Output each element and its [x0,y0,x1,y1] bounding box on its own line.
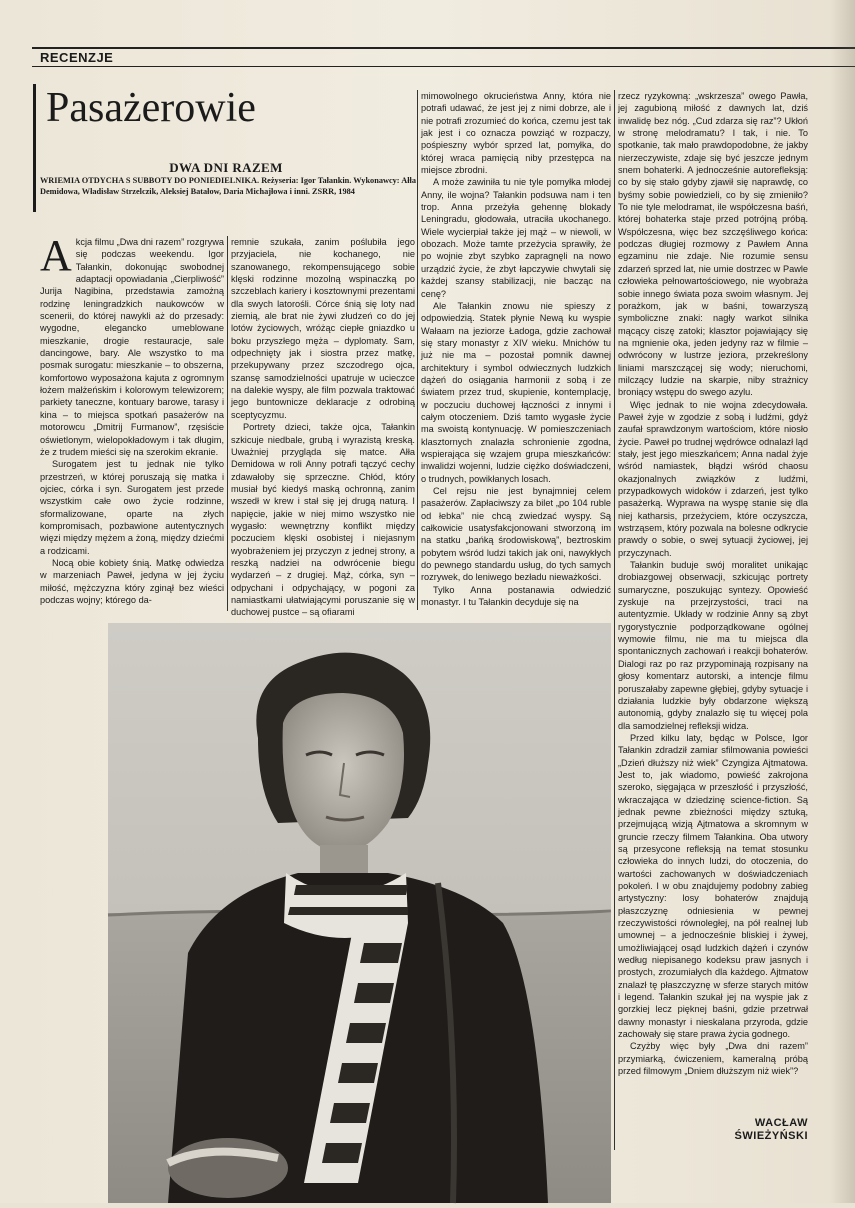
film-title: DWA DNI RAZEM [169,160,283,175]
film-credits: WRIEMIA OTDYCHA S SUBBOTY DO PONIEDIELNIKA. Reżyseria: Igor Tałankin. Wykonawcy: Ałła Demidowa, Władisław Strzelczik, Aleksiej Batałow, Daria Michajłowa i inni. ZSRR, 1984 [40,176,416,196]
paragraph: mimowolnego okrucieństwa Anny, która nie potrafi udawać, że jest jej z nimi dobrze, ale i nie potrafi zrozumieć do końca, czemu jest tak jak jest i co oznacza powziąć w rozpaczy, pośpieszny wybór sprzed lat, pomyłka, do której wraca pamięcią niby przestępca na miejsce zbrodni. [421,91,611,176]
paragraph: Czyżby więc były „Dwa dni razem” przymiarką, ćwiczeniem, kameralną próbą przed filmowym „Dniem dłuższym niż wiek”? [618,1041,808,1077]
paragraph: Ale Tałankin znowu nie spieszy z odpowiedzią. Statek płynie Newą ku wyspie Wałaam na jeziorze Ładoga, gdzie zachował się stary monastyr z XIV wieku. Mnichów tu już nie ma – pozostał pomnik dawnej architektury i symbol odwiecznych ludzkich dążeń do osiągania harmonii z sobą i ze światem przez trud, skupienie, kontemplację, w poczuciu duchowej łączności z innymi i całym otoczeniem. Dziś tamto wygasłe życie ma swoistą kontynuację. W pomieszczeniach klasztornych znalazła schronienie zgodna, wspierająca się wzajem grupa mieszkańców: inwalidzi wojenni, ludzie ciężko doświadczeni, o trudnych, powikłanych losach. [421,300,611,484]
column-rule [614,90,615,1150]
paragraph: Cel rejsu nie jest bynajmniej celem pasażerów. Zapłaciwszy za bilet „po 104 ruble od łebka” nie chcą zwiedzać wyspy. Są całkowicie usatysfakcjonowani stworzoną im na statku „bańką środowiskową”, beztroskim pobytem wśród ludzi takich jak oni, nawykłych do pewnego standardu usług, do tych samych rozrywek, do leniwego bezładu nieważkości. [421,486,611,583]
title-bar [33,84,36,212]
paragraph: rzecz ryzykowną: „wskrzesza” owego Pawła, jej zagubioną miłość z dawnych lat, dziś inwalidę bez nóg. „Cud zdarza się raz”? Ukłoń w stronę melodramatu? I tak, i nie. To spotkanie, tak mało prawdopodobne, że jakby nierzeczywiste, zdaje się być jeszcze jednym snem bohaterki. A jednocześnie autorefleksją: co by się stało gdyby zjawił się naprawdę, co byśmy sobie powiedzieli, co by się zmieniło? To nie tyle melodramat, ile współczesna baśń, której bohaterka staje przed potrójną próbą. Współczesna, więc bez szczęśliwego końca: podczas długiej rozmowy z Pawłem Anna egzaminu nie zdaje. Nie rozumie sensu zdarzeń sprzed lat, nie umie dostrzec w Pawle człowieka pełnowartościowego, nie wyobraża sobie innego świata poza swoim własnym. Jej porażkom, jak w baśni, towarzyszą symboliczne znaki: nagły warkot silnika mącący ciszę zatoki; klasztor pojawiający się na mgnienie oka, jeden jedyny raz w filmie – odwrócony w lustrze jeziora, przekreślony liniami marszczącej się wody; nieruchomi, milczący ludzie na skarpie, niby strażnicy broniący wstępu do swego azylu. [618,91,808,398]
author-byline [720,1117,808,1143]
paragraph: remnie szukała, zanim poślubiła jego przyjaciela, nie kochanego, nie szanowanego, rekompensującego sobie klęski rodzinne mozolną wspinaczką po szczeblach kariery i kosztownymi prezentami dla swych latorośli. Córce śnią się loty nad ziemią, ale brat nie żywi złudzeń co do jej lotów życiowych, wróżąc ciepłe gniazdko u boku przyszłego męża – dyplomaty. Sam, odpechnięty jak i siostra przez matkę, przekupywany przez szczodrego ojca, szansę samodzielności upatruje w ucieczce na dalekie wyspy, ale film pozwala traktować jego buntownicze deklaracje z odrobiną sceptycyzmu. [231,237,415,420]
portrait-illustration [108,623,611,1203]
paragraph: Portrety dzieci, także ojca, Tałankin szkicuje niedbale, grubą i wyrazistą kreską. Uważniej przygląda się matce. Ałła Demidowa w roli Anny potrafi tączyć cechy zdawałoby się sprzeczne. Chłód, który musiał być kiedyś maską ochronną, zanim wszedł w krew i stał się jej drugą naturą. I napięcie, jakie w niej mimo wszystko nie wygasło: wewnętrzny konflikt między poczuciem klęski osobistej i niejasnym wyobrażeniem jej przyczyn z jednej strony, a reszką nadziei na odwrócenie biegu wydarzeń – z drugiej. Mąż, córka, syn – odpychani i odpychający, w pogoni za namiastkami ułatwiającymi poruszanie się w duchowej pustce – są ofiarami [231,422,415,618]
paragraph: A może zawiniła tu nie tyle pomyłka młodej Anny, ile wojna? Tałankin podsuwa nam i ten trop. Anna przeżyła gehennę blokady Leningradu, głodowała, utraciła ukochanego. Wiele wycierpiał także jej mąż – w niewoli, w obozach. Może tamte przeżycia sprawiły, że po wojnie zbyt szybko zapragnęli na nowo urządzić życie, że zbyt łapczywie chwytali się każdej szansy stabilizacji, nie bacząc na cenę? [421,177,611,299]
section-label: RECENZJE [40,50,114,65]
page-edge-shadow [830,0,855,1203]
drop-cap: A [40,231,72,280]
article-title: Pasażerowie [46,85,256,131]
article-column-2 [231,236,415,618]
author-first-name: WACŁAW [754,1117,808,1129]
paragraph [40,231,224,458]
paragraph: Przed kilku laty, będąc w Polsce, Igor Tałankin zdradził zamiar sfilmowania powieści „Dzień dłuższy niż wiek” Czyngiza Ajtmatowa. Jest to, jak wiadomo, powieść zakrojona szeroko, sięgająca w przeszłość i przyszłość, wkraczająca w dziedzinę science-fiction. Są jednak pewne zbieżności między sztuką, przejmującą wizją Ajtmatowa a skromnym w gruncie rzeczy filmem Tałankina. Oba utwory są przesycone refleksją na temat stosunku człowieka do innych ludzi, do otoczenia, do wartości zachowanych w doświadczeniach pokoleń. I w obu znajdujemy podobny zabieg artystyczny: losy bohaterów znajdują płaszczyznę odniesienia w pewnej rzeczywistości równoległej, na pół realnej lub umownej – a jednocześnie bliskiej i żywej, umożliwiającej osąd ludzkich dążeń i czynów według niepisanego kodeksu praw jasnych i prostych, zrozumiałych dla każdego. Ajtmatow znalazł tę płaszczyznę w sferze starych mitów i legend. Tałankin szukał jej na wyspie jak z gorzkiej lecz pięknej baśni, gdzie przetrwał dawny monastyr i nieskalana przyroda, gdzie zachowały się stare prawa życia godnego. [618,732,808,1040]
paragraph: Tylko Anna postanawia odwiedzić monastyr. I tu Tałankin decyduje się na [421,584,611,608]
header-rule [32,47,855,49]
paragraph: Tałankin buduje swój moralitet unikając drobiazgowej obserwacji, szkicując portrety sumaryczne, poszukując syntezy. Opowieść zyskuje na przejrzystości, traci na autentyzmie. Układy w rodzinie Anny są zbyt rygorystycznie podporządkowane ogólnej wymowie filmu, nie ma tu miejsca dla spontanicznych zachowań i reakcji bohaterów. Dialogi raz po raz przypominają rozpisany na głosy komentarz autorski, a intencje filmu poruszałaby zapewne głębiej, gdyby sytuacje i działania ludzkie były obdarzone większą autonomią, gdyby znalazło się tu więcej pola dla samodzielnej refleksji widza. [618,560,808,731]
paragraph-text: kcja filmu „Dwa dni razem” rozgrywa się podczas weekendu. Igor Tałankin, dokonując swobodnej adaptacji opowiadania „Cierpliwość” Jurija Nagibina, przedstawia zamożną rodzinę leningradzkich naukowców w scenerii, do której nawykli aż do przesady: wygodne, elegancko umeblowane mieszkanie, drogie restauracje, sale dancingowe, bary. Ale wszystko to ma posmak surogatu: mieszkanie – to obszerna, komfortowo wyposażona kajuta z ogromnym łożem małżeńskim i kolorowym telewizorem; parkiety taneczne, kontuary barowe, tarasy i kina – to miejsca spotkań pasażerów na motorowcu „Dmitrij Furmanow”, rzęsiście oświetlonym, wielopokładowym i tak długim, że z trudem mieści się na szerokim ekranie. [40,237,224,457]
article-column-3 [421,90,611,610]
header-rule-lower [32,66,855,67]
column-rule [417,90,418,610]
column-rule [227,236,228,611]
article-column-4 [618,90,808,1110]
article-column-1 [40,231,224,611]
paragraph: Więc jednak to nie wojna zdecydowała. Paweł żyje w zgodzie z sobą i ludźmi, gdyż zaufał sprawdzonym wartościom, które niosło życie. Paweł po trudnej wędrówce odnalazł ląd stały, jest jego mieszkańcem; Anna nadal żyje wśród namiastek, błądzi wśród chaosu okazjonalnych związków z ludźmi, przypadkowych widoków i zdarzeń, jest tylko pasażerką. Wyprawa na wyspę stanie się dla niej katharsis, przeżyciem, które oczyszcza, wstrząsem, który pozwala na bolesne odkrycie prawdy o sobie, o swej sytuacji życiowej, jej przyczynach. [618,399,808,558]
film-still-photo [108,623,611,1203]
author-last-name: ŚWIEŻYŃSKI [734,1130,808,1142]
paragraph: Nocą obie kobiety śnią. Matkę odwiedza w marzeniach Paweł, jedyna w jej życiu miłość, mężczyzna który zginął bez wieści podczas wojny; którego da- [40,557,224,605]
paragraph: Surogatem jest tu jednak nie tylko przestrzeń, w której poruszają się matka i ojciec, córka i syn. Surogatem jest przede wszystkim całe owo życie rodzinne, sformalizowane, oparte na złych kompromisach, pozbawione autentycznych więzi między mężem a żoną, między dziećmi a rodzicami. [40,459,224,556]
